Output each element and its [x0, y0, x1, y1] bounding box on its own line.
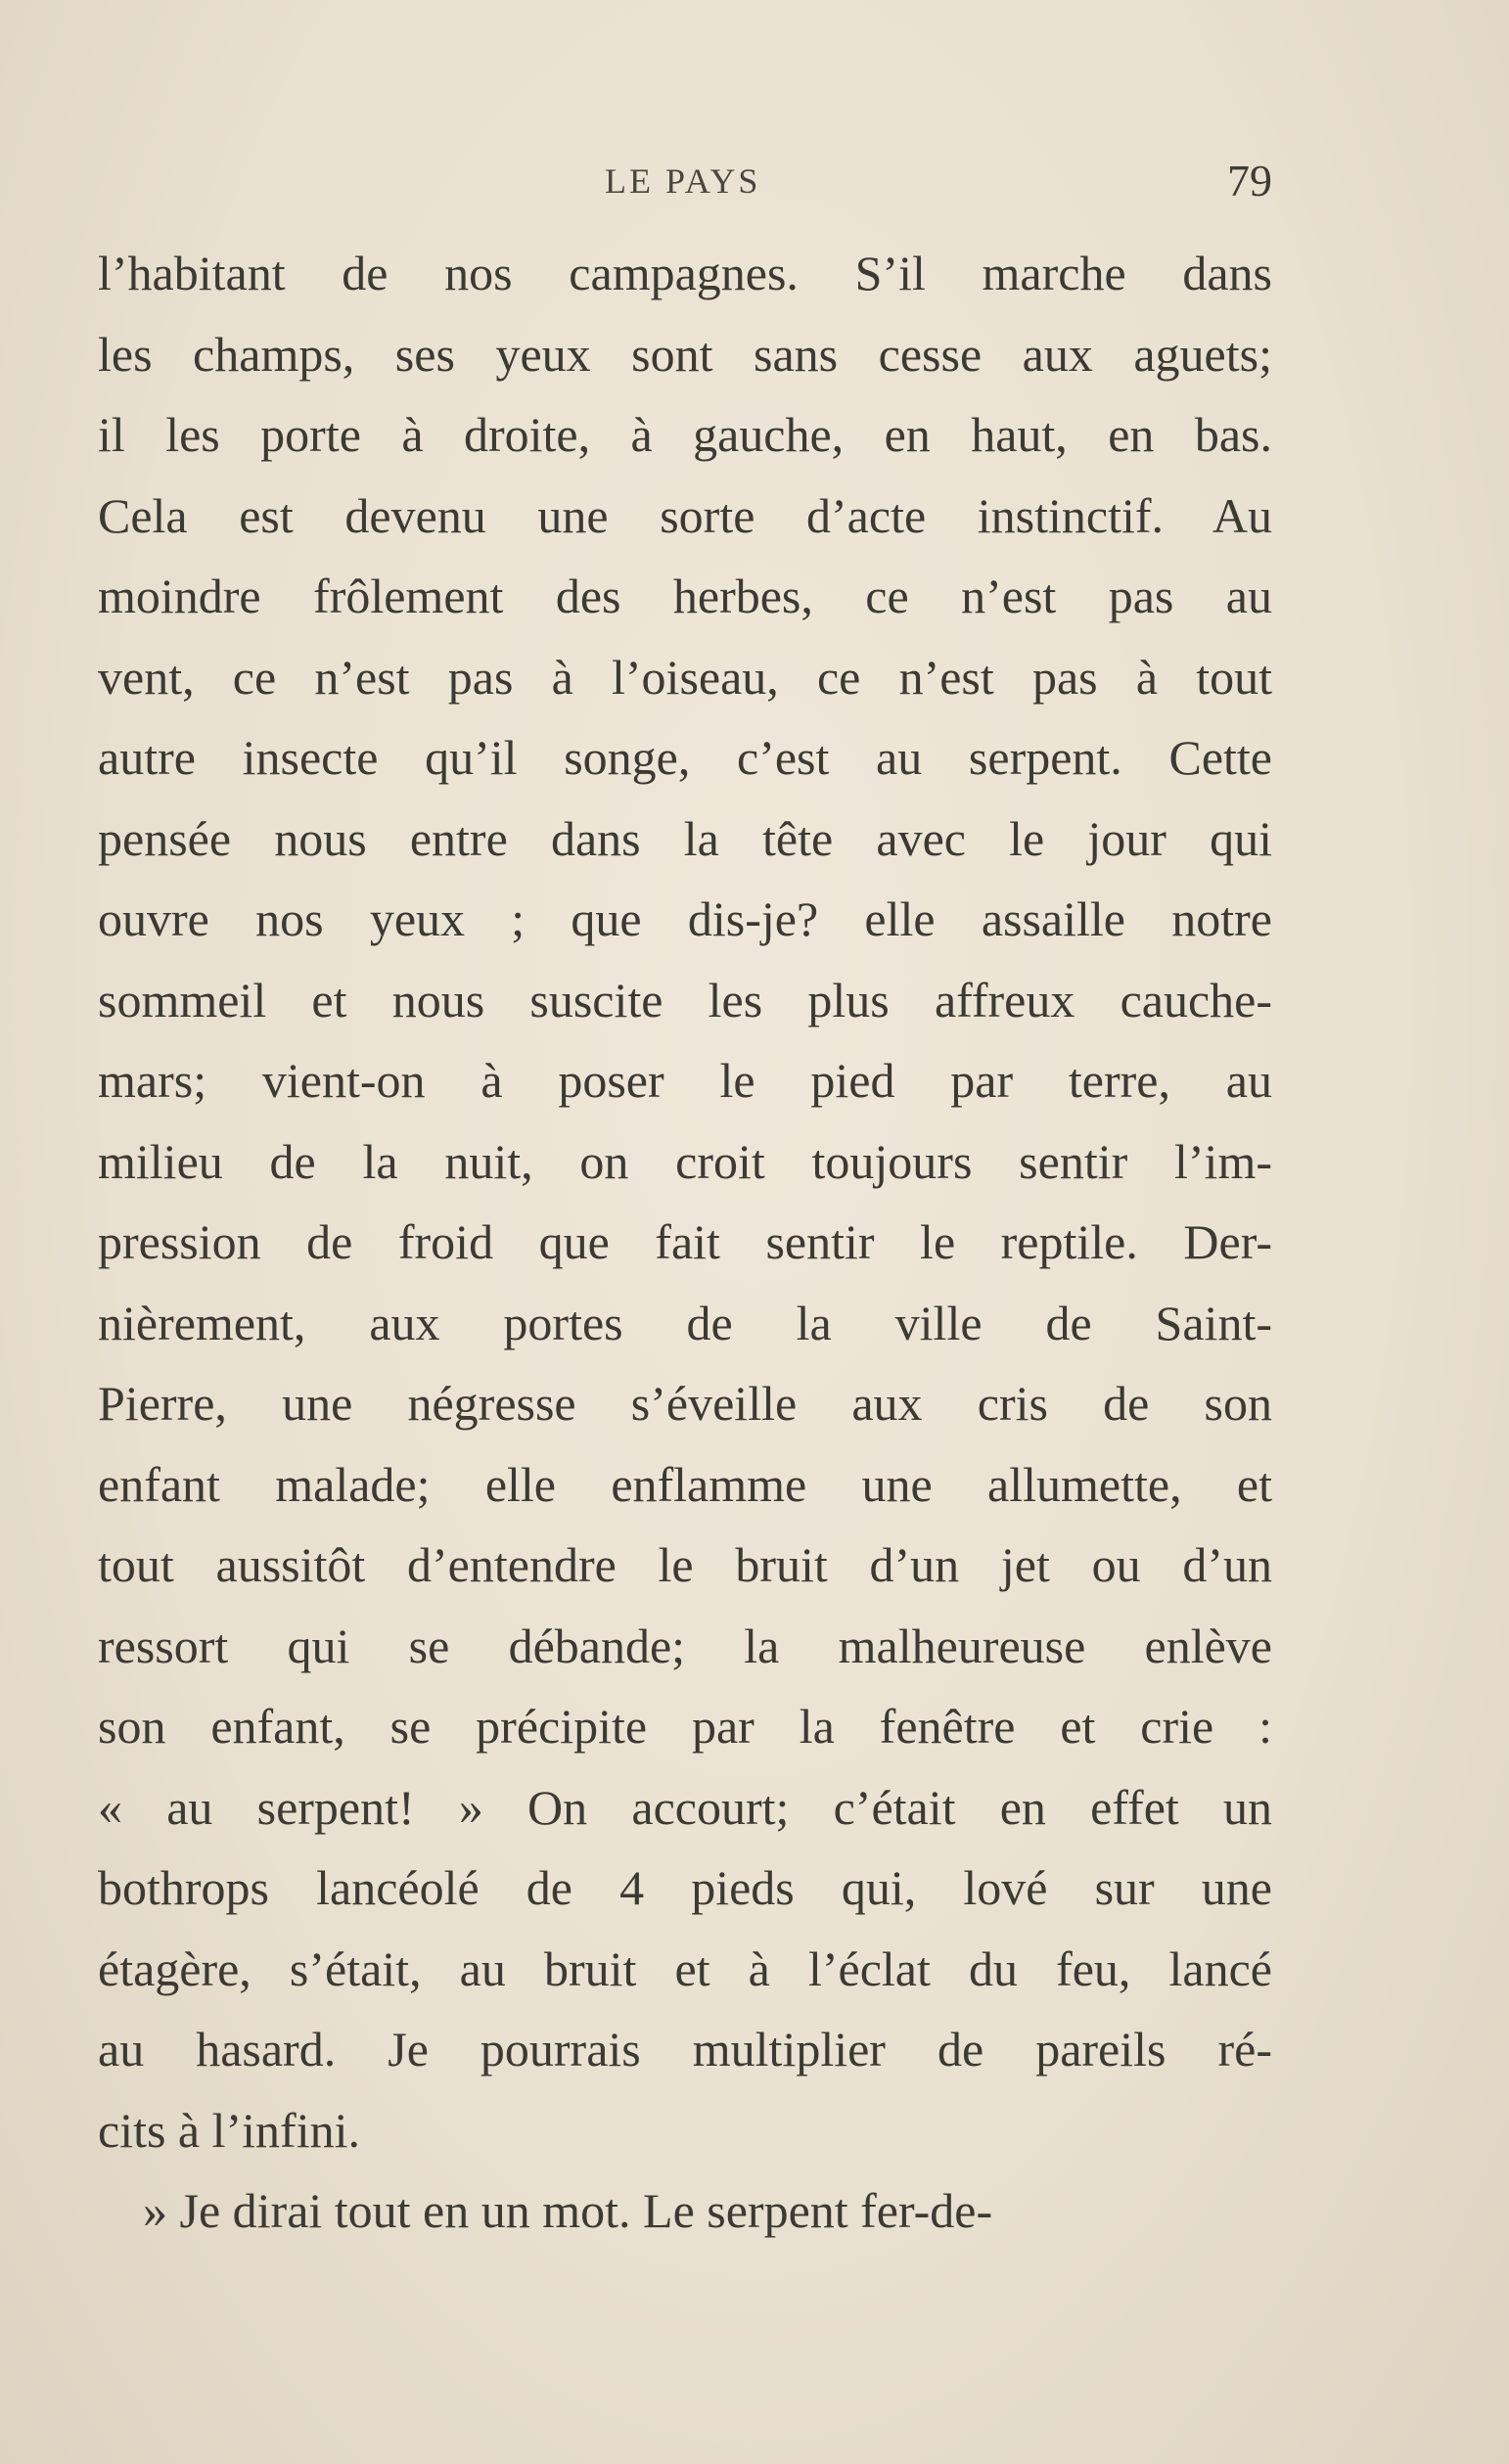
text-line: cits à l’infini.: [98, 2102, 360, 2158]
text-line: bothrops lancéolé de 4 pieds qui, lové sur une: [98, 1860, 1272, 1915]
text-line: milieu de la nuit, on croit toujours sentir l’im-: [98, 1133, 1272, 1189]
text-line: au hasard. Je pourrais multiplier de pareils ré-: [98, 2022, 1272, 2076]
body-text: [98, 233, 1272, 2252]
text-line: son enfant, se précipite par la fenêtre et crie :: [98, 1699, 1272, 1754]
text-line: » Je dirai tout en un mot. Le serpent fer-de-: [143, 2183, 993, 2238]
text-line: Cela est devenu une sorte d’acte instinctif. Au: [98, 487, 1272, 543]
text-line: il les porte à droite, à gauche, en haut, en bas.: [98, 407, 1272, 462]
text-line: moindre frôlement des herbes, ce n’est pas au: [98, 569, 1272, 623]
text-line: autre insecte qu’il songe, c’est au serpent. Cette: [98, 730, 1272, 785]
text-line: sommeil et nous suscite les plus affreux cauche-: [98, 972, 1272, 1027]
text-line: nièrement, aux portes de la ville de Saint-: [98, 1295, 1272, 1350]
text-line: tout aussitôt d’entendre le bruit d’un jet ou d’un: [98, 1537, 1272, 1592]
text-line: pensée nous entre dans la tête avec le jour qui: [98, 810, 1272, 866]
page-number: 79: [1227, 156, 1272, 205]
text-line: « au serpent! » On accourt; c’était en effet un: [98, 1779, 1272, 1835]
text-line: enfant malade; elle enflamme une allumette, et: [98, 1456, 1272, 1512]
text-line: mars; vient-on à poser le pied par terre, au: [98, 1053, 1272, 1108]
running-title: LE PAYS: [605, 161, 761, 201]
text-line: l’habitant de nos campagnes. S’il marche dans: [98, 246, 1272, 300]
page-header: [98, 155, 1272, 213]
text-line: ouvre nos yeux ; que dis-je? elle assaille notre: [98, 891, 1272, 946]
text-line: étagère, s’était, au bruit et à l’éclat du feu, lancé: [98, 1940, 1272, 1996]
text-line: les champs, ses yeux sont sans cesse aux aguets;: [98, 326, 1272, 382]
text-line: vent, ce n’est pas à l’oiseau, ce n’est pas à tout: [98, 649, 1272, 705]
text-line: ressort qui se débande; la malheureuse enlève: [98, 1618, 1272, 1673]
text-line: Pierre, une négresse s’éveille aux cris de son: [98, 1376, 1272, 1431]
text-line: pression de froid que fait sentir le reptile. Der-: [98, 1214, 1272, 1269]
